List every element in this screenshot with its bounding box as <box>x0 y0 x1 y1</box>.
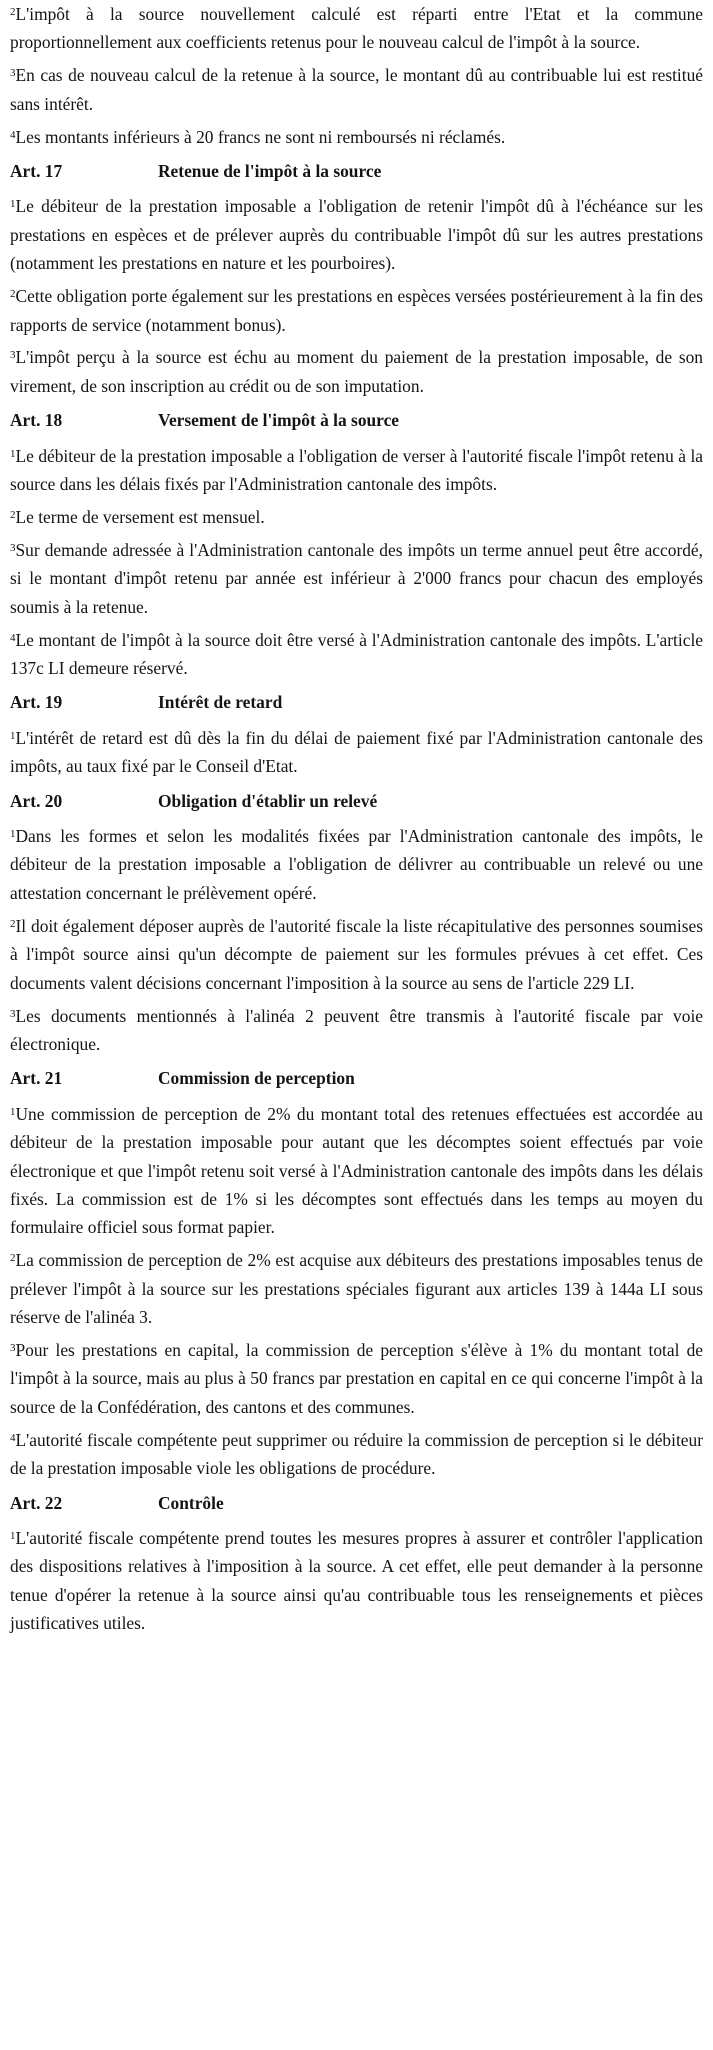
paragraph <box>10 343 703 400</box>
article-title: Contrôle <box>158 1492 224 1513</box>
paragraph-number: 2 <box>10 288 16 301</box>
paragraph-text: Le débiteur de la prestation imposable a l'obligation de verser à l'autorité fiscale l'impôt retenu à la source dans les délais fixés par l'Administration cantonale des impôts. <box>10 445 703 495</box>
paragraph-text: L'intérêt de retard est dû dès la fin du délai de paiement fixé par l'Administration cantonale des impôts, au taux fixé par le Conseil d'Etat. <box>10 727 703 777</box>
paragraph-text: Les documents mentionnés à l'alinéa 2 peuvent être transmis à l'autorité fiscale par voie électronique. <box>10 1005 703 1054</box>
paragraph-number: 1 <box>10 828 16 841</box>
paragraph-text: Le débiteur de la prestation imposable a l'obligation de retenir l'impôt dû à l'échéance sur les prestations en espèces et de prélever auprès du contribuable l'impôt dû sur les autres prestations (notamment les prestations en nature et les pourboires). <box>10 196 703 274</box>
paragraph <box>10 442 703 499</box>
paragraph-number: 3 <box>10 67 16 80</box>
paragraph <box>10 1246 703 1331</box>
paragraph-number: 2 <box>10 1252 16 1265</box>
article-title: Obligation d'établir un relevé <box>158 790 378 811</box>
paragraph <box>10 123 703 151</box>
paragraph-text: Une commission de perception de 2% du montant total des retenues effectuées est accordée au débiteur de la prestation imposable pour autant que les décomptes soient effectués par voie électronique et que l'impôt retenu soit versé à l'Administration cantonale des impôts dans les délais fixés. La commission est de 1% si les décomptes sont effectués dans les temps au moyen du formulaire officiel sous format papier. <box>10 1103 703 1238</box>
paragraph-number: 1 <box>10 1105 16 1118</box>
paragraph-text: L'impôt à la source nouvellement calculé est réparti entre l'Etat et la commune proportionnellement aux coefficients retenus pour le nouveau calcul de l'impôt à la source. <box>10 4 703 53</box>
paragraph-text: L'autorité fiscale compétente peut supprimer ou réduire la commission de perception si le débiteur de la prestation imposable viole les obligations de procédure. <box>10 1429 703 1479</box>
article-title: Retenue de l'impôt à la source <box>158 161 382 182</box>
article-number: Art. 22 <box>10 1492 63 1513</box>
paragraph-text: Pour les prestations en capital, la commission de perception s'élève à 1% du montant total de l'impôt à la source, mais au plus à 50 francs par prestation en capital en ce qui concerne l'impôt à la source de la Confédération, des cantons et des communes. <box>10 1339 703 1417</box>
paragraph-number: 4 <box>10 128 16 141</box>
article-heading <box>10 406 703 434</box>
article-title: Intérêt de retard <box>158 692 283 713</box>
paragraph-text: Il doit également déposer auprès de l'autorité fiscale la liste récapitulative des personnes soumises à l'impôt source ainsi qu'un décompte de paiement sur les formules prévues à cet effet. Ces documents valent décisions concernant l'imposition à la source au sens de l'article 229 LI. <box>10 915 703 993</box>
paragraph-number: 4 <box>10 631 16 644</box>
paragraph-text: L'impôt perçu à la source est échu au moment du paiement de la prestation imposable, de son virement, de son inscription au crédit ou de son imputation. <box>10 347 703 396</box>
paragraph-text: Dans les formes et selon les modalités fixées par l'Administration cantonale des impôts, le débiteur de la prestation imposable a l'obligation de délivrer au contribuable un relevé ou une attestation concernant le prélèvement opéré. <box>10 826 703 903</box>
paragraph-number: 3 <box>10 541 16 554</box>
paragraph-text: En cas de nouveau calcul de la retenue à la source, le montant dû au contribuable lui est restitué sans intérêt. <box>10 65 703 114</box>
paragraph-text: Sur demande adressée à l'Administration cantonale des impôts un terme annuel peut être accordé, si le montant d'impôt retenu par année est inférieur à 2'000 francs pour chacun des employés soumis à la retenue. <box>10 539 703 617</box>
article-number: Art. 20 <box>10 790 63 811</box>
paragraph-text: La commission de perception de 2% est acquise aux débiteurs des prestations imposables tenus de prélever l'impôt à la source sur les prestations spéciales figurant aux articles 139 à 144a LI sous réserve de l'alinéa 3. <box>10 1250 703 1328</box>
paragraph <box>10 61 703 118</box>
paragraph <box>10 912 703 997</box>
article-heading <box>10 787 703 815</box>
paragraph <box>10 724 703 781</box>
article-heading <box>10 688 703 716</box>
article-heading <box>10 1064 703 1092</box>
article-title: Commission de perception <box>158 1068 355 1089</box>
paragraph <box>10 536 703 621</box>
paragraph <box>10 626 703 683</box>
paragraph <box>10 192 703 277</box>
paragraph-text: Les montants inférieurs à 20 francs ne sont ni remboursés ni réclamés. <box>15 126 506 147</box>
paragraph <box>10 1100 703 1242</box>
paragraph <box>10 1426 703 1483</box>
paragraph-number: 1 <box>10 198 16 211</box>
paragraph-number: 3 <box>10 1341 16 1354</box>
article-heading <box>10 157 703 185</box>
paragraph-number: 2 <box>10 509 16 521</box>
article-title: Versement de l'impôt à la source <box>158 410 400 431</box>
paragraph <box>10 822 703 907</box>
paragraph <box>10 1524 703 1638</box>
paragraph-text: Le montant de l'impôt à la source doit être versé à l'Administration cantonale des impôts. L'article 137c LI demeure réservé. <box>10 629 703 679</box>
paragraph-number: 1 <box>10 729 16 742</box>
article-number: Art. 19 <box>10 692 63 713</box>
paragraph <box>10 1002 703 1059</box>
article-number: Art. 18 <box>10 410 63 431</box>
paragraph <box>10 503 703 531</box>
paragraph <box>10 1336 703 1421</box>
paragraph-number: 3 <box>10 349 16 362</box>
paragraph-number: 1 <box>10 447 16 460</box>
article-number: Art. 21 <box>10 1068 63 1089</box>
paragraph-text: Le terme de versement est mensuel. <box>15 507 265 527</box>
paragraph <box>10 0 703 57</box>
article-heading <box>10 1489 703 1517</box>
paragraph-number: 2 <box>10 6 16 18</box>
paragraph-number: 4 <box>10 1431 16 1444</box>
paragraph-text: Cette obligation porte également sur les prestations en espèces versées postérieurement à la fin des rapports de service (notamment bonus). <box>10 286 703 335</box>
paragraph-number: 3 <box>10 1007 16 1020</box>
paragraph-number: 2 <box>10 917 16 930</box>
article-number: Art. 17 <box>10 161 63 182</box>
paragraph-number: 1 <box>10 1529 16 1542</box>
paragraph <box>10 282 703 339</box>
paragraph-text: L'autorité fiscale compétente prend toutes les mesures propres à assurer et contrôler l'application des dispositions relatives à l'imposition à la source. A cet effet, elle peut demander à la personne tenue d'opérer la retenue à la source ainsi qu'au contribuable tous les renseignements et pièces justificatives utiles. <box>10 1527 703 1634</box>
